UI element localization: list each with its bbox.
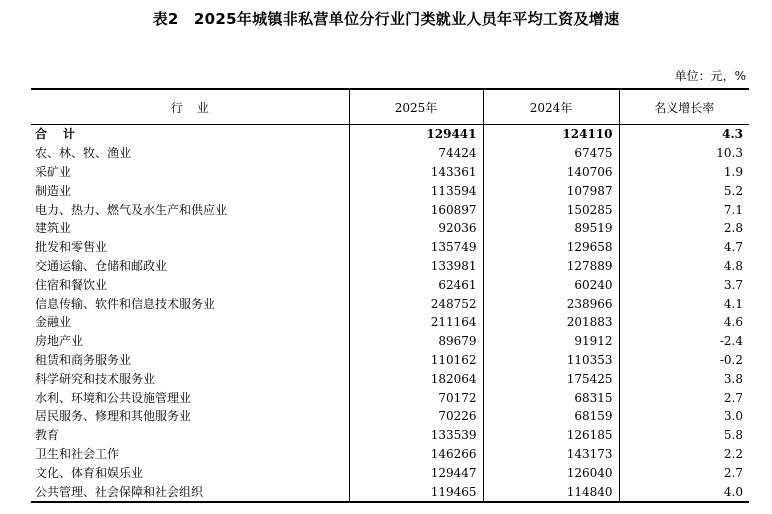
industry-name: 金融业 — [35, 315, 72, 330]
table-row — [31, 313, 749, 332]
growth-rate: 7.1 — [619, 200, 749, 219]
header-2025: 2025年 — [349, 89, 483, 125]
table-body — [31, 125, 749, 502]
wage-2024: 60240 — [483, 275, 619, 294]
growth-rate: 3.8 — [619, 369, 749, 388]
industry-name: 交通运输、仓储和邮政业 — [35, 258, 168, 273]
industry-name: 水利、环境和公共设施管理业 — [35, 390, 192, 405]
table-row — [31, 369, 749, 388]
table-row — [31, 200, 749, 219]
wage-2025: 92036 — [349, 219, 483, 238]
wage-2024: 114840 — [483, 482, 619, 502]
industry-name: 房地产业 — [35, 334, 84, 349]
wage-2024: 127889 — [483, 257, 619, 276]
wage-2025: 135749 — [349, 238, 483, 257]
industry-name: 制造业 — [35, 183, 72, 198]
growth-rate: 2.8 — [619, 219, 749, 238]
table-row — [31, 388, 749, 407]
wage-table — [31, 88, 749, 503]
wage-2025: 143361 — [349, 163, 483, 182]
table-row — [31, 332, 749, 351]
industry-name: 卫生和社会工作 — [35, 446, 120, 461]
table-row — [31, 144, 749, 163]
wage-2024: 107987 — [483, 181, 619, 200]
total-2024: 124110 — [483, 125, 619, 144]
table-row — [31, 351, 749, 370]
wage-2025: 160897 — [349, 200, 483, 219]
wage-2025: 146266 — [349, 445, 483, 464]
wage-2024: 91912 — [483, 332, 619, 351]
growth-rate: 4.0 — [619, 482, 749, 502]
table-row — [31, 407, 749, 426]
table-row — [31, 163, 749, 182]
growth-rate: -0.2 — [619, 351, 749, 370]
table-row — [31, 275, 749, 294]
wage-2024: 68315 — [483, 388, 619, 407]
industry-name: 居民服务、修理和其他服务业 — [35, 409, 192, 424]
growth-rate: 3.7 — [619, 275, 749, 294]
growth-rate: 3.0 — [619, 407, 749, 426]
growth-rate: 10.3 — [619, 144, 749, 163]
total-row — [31, 125, 749, 144]
wage-2024: 201883 — [483, 313, 619, 332]
industry-name: 信息传输、软件和信息技术服务业 — [35, 296, 216, 311]
table-row — [31, 238, 749, 257]
growth-rate: 2.7 — [619, 463, 749, 482]
wage-2025: 89679 — [349, 332, 483, 351]
table-row — [31, 294, 749, 313]
wage-2024: 175425 — [483, 369, 619, 388]
industry-name: 农、林、牧、渔业 — [35, 146, 132, 161]
industry-name: 电力、热力、燃气及水生产和供应业 — [35, 202, 228, 217]
unit-label: 单位：元，% — [674, 69, 746, 83]
wage-2025: 62461 — [349, 275, 483, 294]
industry-name: 住宿和餐饮业 — [35, 277, 108, 292]
table-header — [31, 89, 749, 125]
wage-2025: 70226 — [349, 407, 483, 426]
table-row — [31, 482, 749, 502]
wage-2024: 126040 — [483, 463, 619, 482]
table-title: 表2 2025年城镇非私营单位分行业门类就业人员年平均工资及增速 — [152, 10, 620, 28]
wage-2025: 211164 — [349, 313, 483, 332]
wage-2025: 133981 — [349, 257, 483, 276]
growth-rate: 5.8 — [619, 426, 749, 445]
table-row — [31, 219, 749, 238]
wage-2024: 89519 — [483, 219, 619, 238]
wage-2024: 238966 — [483, 294, 619, 313]
wage-2024: 140706 — [483, 163, 619, 182]
wage-2025: 113594 — [349, 181, 483, 200]
wage-2024: 68159 — [483, 407, 619, 426]
header-industry: 行业 — [31, 89, 349, 125]
industry-name: 公共管理、社会保障和社会组织 — [31, 482, 349, 502]
wage-2024: 143173 — [483, 445, 619, 464]
growth-rate: 4.7 — [619, 238, 749, 257]
industry-name: 租赁和商务服务业 — [35, 352, 132, 367]
wage-2024: 126185 — [483, 426, 619, 445]
table-row — [31, 257, 749, 276]
wage-2025: 119465 — [349, 482, 483, 502]
wage-2025: 133539 — [349, 426, 483, 445]
wage-2024: 110353 — [483, 351, 619, 370]
industry-name: 教育 — [35, 428, 60, 443]
growth-rate: 4.1 — [619, 294, 749, 313]
total-2025: 129441 — [349, 125, 483, 144]
wage-2024: 150285 — [483, 200, 619, 219]
wage-2024: 67475 — [483, 144, 619, 163]
total-label: 合计 — [35, 127, 92, 142]
wage-2024: 129658 — [483, 238, 619, 257]
header-row — [31, 89, 749, 125]
header-2024: 2024年 — [483, 89, 619, 125]
wage-2025: 248752 — [349, 294, 483, 313]
growth-rate: 4.6 — [619, 313, 749, 332]
wage-2025: 129447 — [349, 463, 483, 482]
growth-rate: 1.9 — [619, 163, 749, 182]
industry-name: 批发和零售业 — [35, 240, 108, 255]
header-growth: 名义增长率 — [619, 89, 749, 125]
industry-name: 科学研究和技术服务业 — [35, 371, 156, 386]
growth-rate: 2.2 — [619, 445, 749, 464]
growth-rate: -2.4 — [619, 332, 749, 351]
wage-2025: 74424 — [349, 144, 483, 163]
growth-rate: 4.8 — [619, 257, 749, 276]
industry-name: 文化、体育和娱乐业 — [35, 465, 144, 480]
total-growth: 4.3 — [619, 125, 749, 144]
table-row — [31, 445, 749, 464]
industry-name: 建筑业 — [35, 221, 72, 236]
growth-rate: 2.7 — [619, 388, 749, 407]
table-row — [31, 426, 749, 445]
wage-2025: 70172 — [349, 388, 483, 407]
wage-2025: 110162 — [349, 351, 483, 370]
industry-name: 采矿业 — [35, 164, 72, 179]
wage-2025: 182064 — [349, 369, 483, 388]
table-row — [31, 463, 749, 482]
table-row — [31, 181, 749, 200]
growth-rate: 5.2 — [619, 181, 749, 200]
